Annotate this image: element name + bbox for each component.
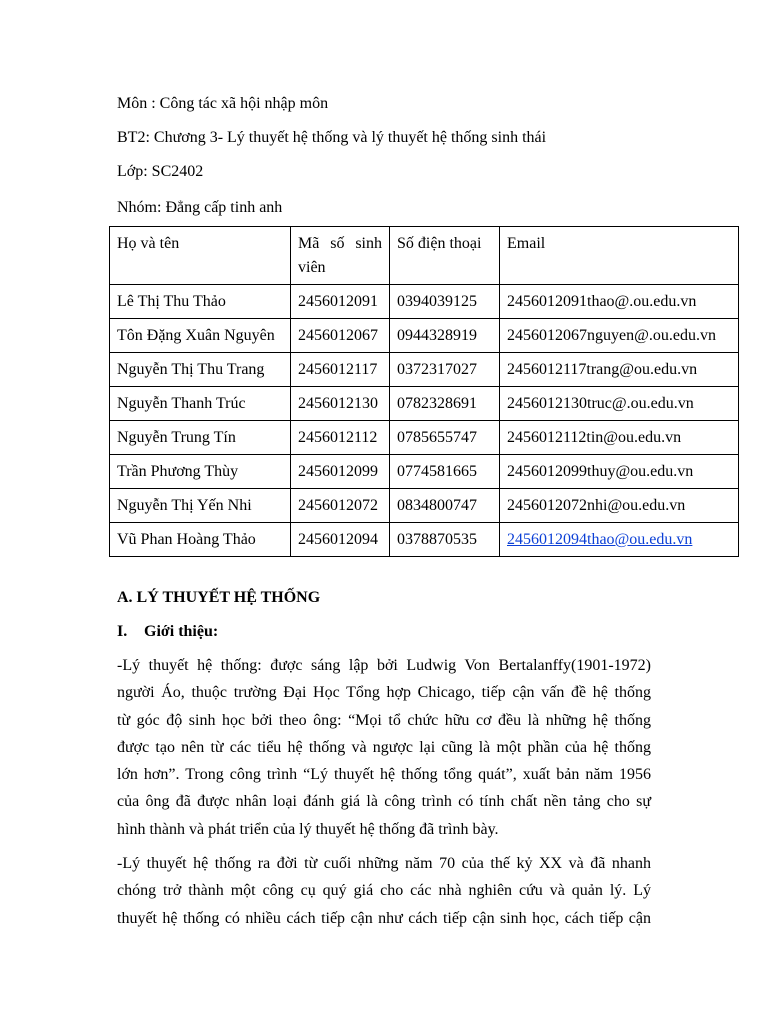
header-name: Họ và tên [110, 227, 291, 285]
paragraph-line: của ông đã được nhân loại đánh giá là công trình có tính chất nền tảng cho sự [117, 793, 651, 811]
header-student-id: Mã số sinh viên [291, 227, 390, 285]
paragraph-history [117, 854, 651, 936]
email-link[interactable]: 2456012094thao@ou.edu.vn [507, 531, 693, 548]
section-a-heading: A. LÝ THUYẾT HỆ THỐNG [117, 589, 321, 606]
table-row [110, 387, 739, 421]
cell-name: Trần Phương Thùy [110, 455, 291, 489]
cell-email: 2456012067nguyen@.ou.edu.vn [500, 319, 739, 353]
cell-name: Nguyễn Thị Yến Nhi [110, 489, 291, 523]
cell-student-id: 2456012130 [291, 387, 390, 421]
cell-email: 2456012117trang@ou.edu.vn [500, 353, 739, 387]
paragraph-line: chóng trở thành một công cụ quý giá cho các nhà nghiên cứu và quản lý. Lý [117, 882, 651, 900]
cell-phone: 0774581665 [390, 455, 500, 489]
paragraph-line: thuyết hệ thống có nhiều cách tiếp cận như cách tiếp cận sinh học, cách tiếp cận [117, 909, 651, 927]
table-row [110, 523, 739, 557]
cell-email: 2456012072nhi@ou.edu.vn [500, 489, 739, 523]
cell-name: Vũ Phan Hoàng Thảo [110, 523, 291, 557]
cell-email: 2456012112tin@ou.edu.vn [500, 421, 739, 455]
member-table [109, 226, 739, 557]
table-row [110, 421, 739, 455]
cell-student-id: 2456012091 [291, 285, 390, 319]
subject-line: Môn : Công tác xã hội nhập môn [117, 95, 329, 112]
cell-student-id: 2456012112 [291, 421, 390, 455]
paragraph-line: người Áo, thuộc trường Đại Học Tổng hợp Chicago, tiếp cận vấn đề hệ thống [117, 684, 651, 702]
table-row [110, 285, 739, 319]
cell-name: Tôn Đặng Xuân Nguyên [110, 319, 291, 353]
cell-student-id: 2456012117 [291, 353, 390, 387]
paragraph-line: từ góc độ sinh học bởi theo ông: “Mọi tổ chức hữu cơ đều là những hệ thống [117, 711, 651, 729]
paragraph-line: -Lý thuyết hệ thống ra đời từ cuối những năm 70 của thế kỷ XX và đã nhanh [117, 855, 651, 872]
cell-student-id: 2456012099 [291, 455, 390, 489]
group-line: Nhóm: Đẳng cấp tinh anh [117, 199, 283, 216]
header-email: Email [500, 227, 739, 285]
header-phone: Số điện thoại [390, 227, 500, 285]
cell-email: 2456012130truc@.ou.edu.vn [500, 387, 739, 421]
cell-phone: 0372317027 [390, 353, 500, 387]
paragraph-line: lớn hơn”. Trong công trình “Lý thuyết hệ thống tổng quát”, xuất bản năm 1956 [117, 766, 651, 784]
cell-name: Nguyễn Thanh Trúc [110, 387, 291, 421]
cell-email [500, 523, 739, 557]
subsection-number: I. [117, 623, 128, 640]
table-row [110, 353, 739, 387]
table-row [110, 489, 739, 523]
cell-email: 2456012091thao@.ou.edu.vn [500, 285, 739, 319]
cell-name: Nguyễn Thị Thu Trang [110, 353, 291, 387]
subsection-title: Giới thiệu: [144, 623, 219, 640]
cell-phone: 0834800747 [390, 489, 500, 523]
cell-phone: 0944328919 [390, 319, 500, 353]
cell-phone: 0394039125 [390, 285, 500, 319]
cell-student-id: 2456012067 [291, 319, 390, 353]
cell-student-id: 2456012094 [291, 523, 390, 557]
paragraph-introduction [117, 656, 651, 847]
paragraph-line: -Lý thuyết hệ thống: được sáng lập bởi Ludwig Von Bertalanffy(1901-1972) [117, 657, 651, 674]
cell-phone: 0782328691 [390, 387, 500, 421]
cell-email: 2456012099thuy@ou.edu.vn [500, 455, 739, 489]
class-line: Lớp: SC2402 [117, 163, 204, 180]
cell-phone: 0378870535 [390, 523, 500, 557]
subsection-heading [117, 622, 218, 642]
cell-phone: 0785655747 [390, 421, 500, 455]
assignment-line: BT2: Chương 3- Lý thuyết hệ thống và lý thuyết hệ thống sinh thái [117, 129, 547, 146]
cell-name: Lê Thị Thu Thảo [110, 285, 291, 319]
paragraph-line: được tạo nên từ các tiểu hệ thống và ngược lại cũng là một phần của hệ thống [117, 738, 651, 756]
paragraph-line: hình thành và phát triển của lý thuyết hệ thống đã trình bày. [117, 820, 499, 838]
table-row [110, 455, 739, 489]
table-row [110, 319, 739, 353]
cell-name: Nguyễn Trung Tín [110, 421, 291, 455]
table-header-row [110, 227, 739, 285]
cell-student-id: 2456012072 [291, 489, 390, 523]
